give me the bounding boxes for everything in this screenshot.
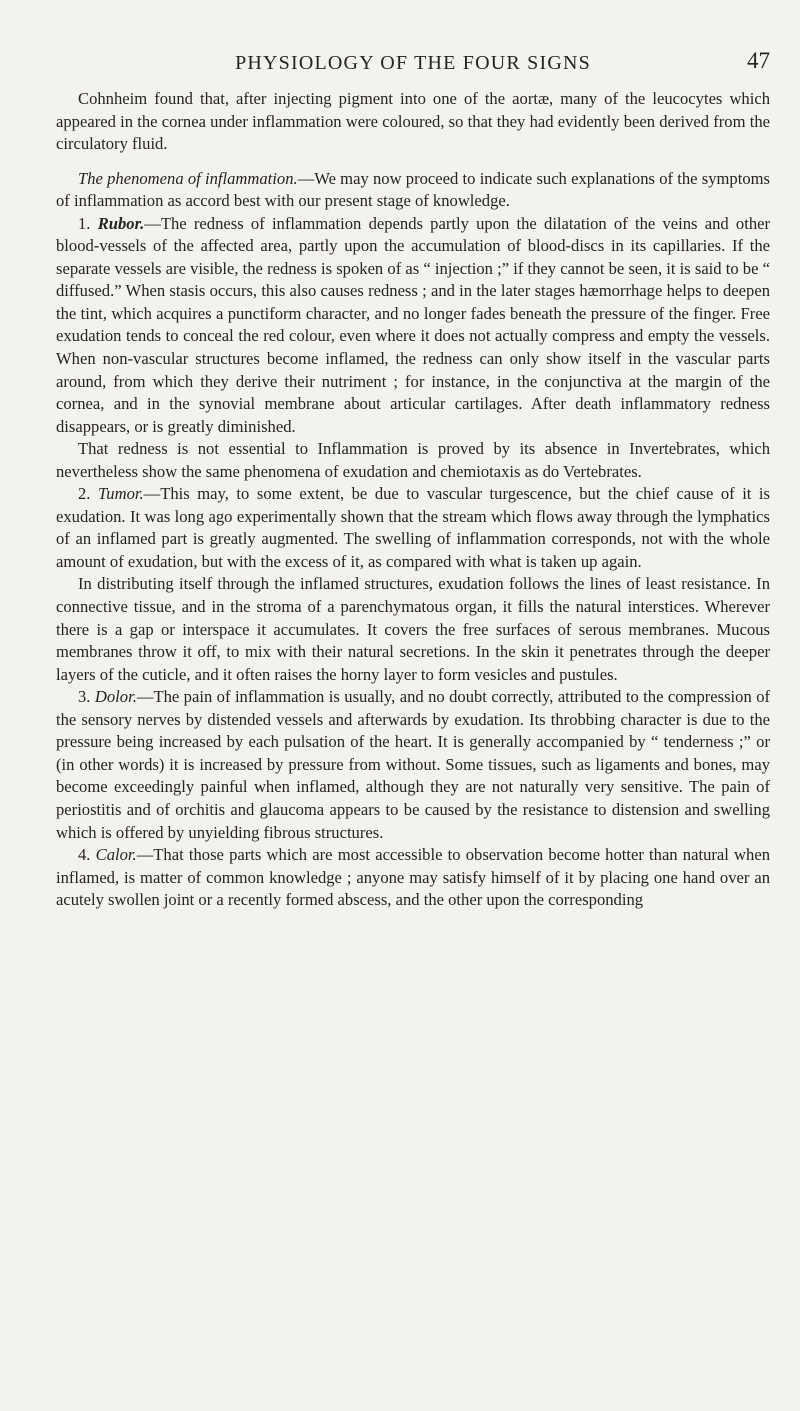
item-number: 4. bbox=[78, 845, 96, 865]
paragraph-text: Cohnheim found that, after injecting pigment into one of the aortæ, many of the leucocytes which appeared in the cornea under inflammation were coloured, so that they had evidently been derived from the circulatory fluid. bbox=[56, 89, 770, 154]
term-dolor: Dolor. bbox=[94, 687, 137, 707]
item-number: 2. bbox=[78, 484, 98, 504]
body-text bbox=[56, 88, 770, 912]
paragraph-rubor bbox=[56, 213, 770, 438]
paragraph-redness-invertebrates bbox=[56, 438, 770, 483]
paragraph-text: That redness is not essential to Inflammation is proved by its absence in Invertebrates, which nevertheless show the same phenomena of exudation and chemiotaxis as do Vertebrates. bbox=[56, 439, 770, 481]
paragraph-phenomena bbox=[56, 168, 770, 213]
paragraph-dolor bbox=[56, 686, 770, 844]
paragraph-text: —The redness of inflammation depends partly upon the dilatation of the veins and other blood-vessels of the affected area, partly upon the accumulation of blood-discs in its capillaries. If the separate vessels are visible, the redness is spoken of as “ injection ;” if they cannot be seen, it is said to be “ diffused.” When stasis occurs, this also causes redness ; and in the later stages hæmorrhage helps to deepen the tint, which acquires a punctiform character, and no longer fades beneath the pressure of the finger. Free exudation tends to conceal the red colour, even where it does not actually compress and empty the vessels. When non-vascular structures become inflamed, the redness can only show itself in the vascular parts around, from which they derive their nutriment ; for instance, in the conjunctiva at the margin of the cornea, and in the synovial membrane about articular cartilages. After death inflammatory redness disappears, or is greatly diminished. bbox=[56, 213, 771, 436]
page-number: 47 bbox=[747, 48, 770, 73]
paragraph-text: In distributing itself through the inflamed structures, exudation follows the lines of least resistance. In connective tissue, and in the stroma of a parenchymatous organ, it fills the natural interstices. Wherever there is a gap or interspace it accumulates. It covers the free surfaces of serous membranes. Mucous membranes throw it off, to mix with their natural secretions. In the skin it penetrates through the deeper layers of the cuticle, and it often raises the horny layer to form vesicles and pustules. bbox=[56, 574, 770, 684]
paragraph-cohnheim bbox=[56, 88, 770, 156]
section-heading-phenomena: The phenomena of inflammation. bbox=[78, 168, 298, 188]
paragraph-tumor bbox=[56, 483, 770, 573]
term-calor: Calor. bbox=[95, 845, 137, 865]
running-title: PHYSIOLOGY OF THE FOUR SIGNS bbox=[235, 52, 591, 74]
paragraph-calor bbox=[56, 844, 770, 912]
paragraph-text: —The pain of inflammation is usually, and no doubt correctly, attributed to the compression of the sensory nerves by distended vessels and afterwards by exudation. Its throbbing character is due to the pressure being increased by each pulsation of the heart. It is generally accompanied by “ tenderness ;” or (in other words) it is increased by pressure from without. Some tissues, such as ligaments and bones, may become exceedingly painful when inflamed, although they are not naturally very sensitive. The pain of periostitis and of orchitis and glaucoma appears to be caused by the resistance to distension and swelling which is offered by unyielding fibrous structures. bbox=[56, 687, 771, 842]
item-number: 1. bbox=[78, 213, 98, 233]
running-head bbox=[56, 48, 770, 82]
item-number: 3. bbox=[78, 687, 95, 707]
paragraph-text: —That those parts which are most accessible to observation become hotter than natural when inflamed, is matter of common knowledge ; anyone may satisfy himself of it by placing one hand over an acutely swollen joint or a recently formed abscess, and the other upon the corresponding bbox=[56, 845, 771, 910]
paragraph-text: —We may now proceed to indicate such explanations of the symptoms of inflammation as accord best with our present stage of knowledge. bbox=[56, 168, 770, 211]
term-tumor: Tumor. bbox=[97, 484, 144, 504]
paragraph-exudation-distribution bbox=[56, 573, 770, 686]
term-rubor: Rubor. bbox=[97, 213, 145, 233]
paragraph-text: —This may, to some extent, be due to vascular turgescence, but the chief cause of it is exudation. It was long ago experimentally shown that the stream which flows away through the lymphatics of an inflamed part is greatly augmented. The swelling of inflammation corresponds, not with the whole amount of exudation, but with the excess of it, as compared with what is taken up again. bbox=[56, 484, 771, 571]
